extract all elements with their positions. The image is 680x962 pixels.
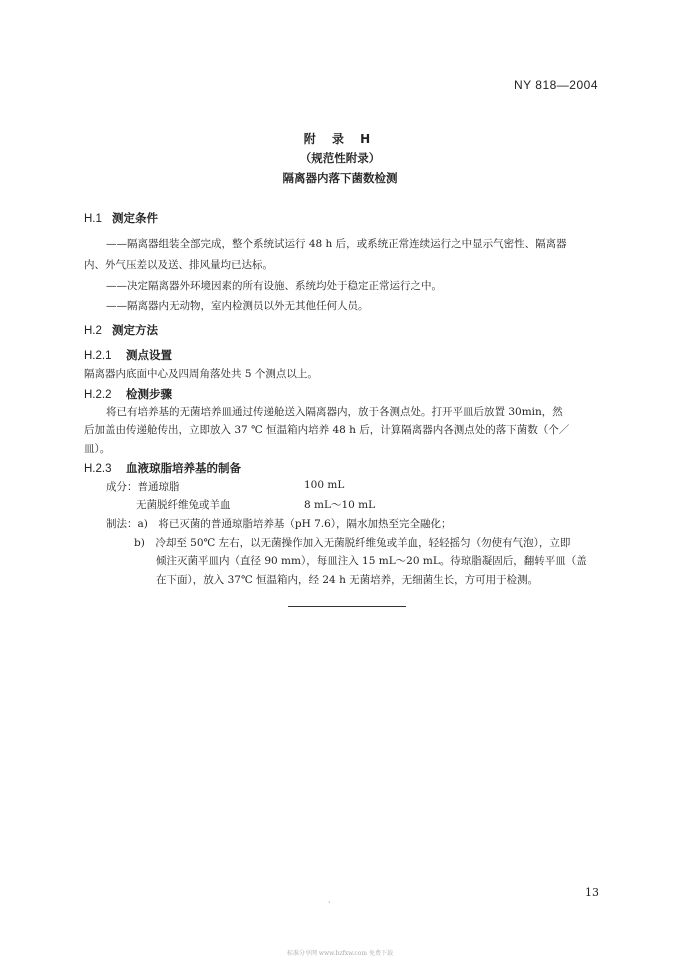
paragraph-line: ——隔离器组装全部完成，整个系统试运行 48 h 后，或系统正常连续运行之中显示气密性、隔离器 bbox=[106, 238, 567, 250]
method-step-b-cont: 倾注灭菌平皿内（直径 90 mm），每皿注入 15 mL～20 mL。待琼脂凝固后，翻转平皿（盖 bbox=[156, 555, 587, 567]
end-rule bbox=[288, 606, 406, 607]
paragraph-line: ——决定隔离器外环境因素的所有设施、系统均处于稳定正常运行之中。 bbox=[106, 280, 442, 292]
section-title: 检测步骤 bbox=[126, 387, 172, 401]
source-watermark: 标准分享网 www.bzfxw.com 免费下载 bbox=[286, 950, 394, 957]
ingredient-label: 成分：普通琼脂 bbox=[106, 481, 180, 493]
section-title: 测点设置 bbox=[126, 348, 172, 362]
section-number: H.2.3 bbox=[84, 463, 112, 475]
method-step-a: 制法：a) 将已灭菌的普通琼脂培养基（pH 7.6），隔水加热至完全融化； bbox=[106, 518, 452, 530]
section-number: H.1 bbox=[84, 213, 102, 225]
section-h2-heading bbox=[84, 322, 158, 338]
standard-code: NY 818—2004 bbox=[513, 78, 598, 92]
ingredient-amount: 8 mL～10 mL bbox=[304, 499, 376, 511]
paragraph-line: ——隔离器内无动物，室内检测员以外无其他任何人员。 bbox=[106, 300, 369, 312]
paragraph-line: 皿）。 bbox=[84, 443, 111, 455]
ingredient-label: 无菌脱纤维兔或羊血 bbox=[136, 499, 231, 511]
section-number: H.2 bbox=[84, 325, 102, 337]
paragraph-line: 将已有培养基的无菌培养皿通过传递舱送入隔离器内，放于各测点处。打开平皿后放置 30min，然 bbox=[106, 406, 563, 418]
paragraph-line: 隔离器内底面中心及四周角落处共 5 个测点以上。 bbox=[84, 368, 318, 380]
section-number: H.2.1 bbox=[84, 350, 112, 362]
section-title: 血液琼脂培养基的制备 bbox=[126, 461, 241, 475]
section-h1-heading bbox=[84, 210, 158, 226]
paragraph-line: 内、外气压差以及送、排风量均已达标。 bbox=[84, 259, 273, 271]
section-number: H.2.2 bbox=[84, 389, 112, 401]
annex-nature: （规范性附录） bbox=[299, 151, 381, 165]
paragraph-line: 后加盖由传递舱传出，立即放入 37 ℃ 恒温箱内培养 48 h 后，计算隔离器内各测点处的落下菌数（个／ bbox=[84, 424, 570, 436]
footer-dot: · bbox=[328, 898, 331, 907]
annex-title: 隔离器内落下菌数检测 bbox=[282, 171, 398, 185]
section-h22-heading bbox=[84, 386, 172, 402]
section-h21-heading bbox=[84, 347, 172, 363]
section-h23-heading bbox=[84, 460, 241, 476]
annex-label: 附 录 H bbox=[303, 132, 377, 146]
method-step-b: b) 冷却至 50℃ 左右，以无菌操作加入无菌脱纤维兔或羊血，轻轻摇匀（勿使有气泡），立即 bbox=[134, 537, 571, 549]
ingredient-amount: 100 mL bbox=[304, 479, 345, 491]
section-title: 测定方法 bbox=[112, 323, 158, 337]
section-title: 测定条件 bbox=[112, 211, 158, 225]
page-number: 13 bbox=[585, 886, 599, 899]
method-step-b-cont: 在下面），放入 37℃ 恒温箱内，经 24 h 无菌培养，无细菌生长，方可用于检测。 bbox=[156, 574, 539, 586]
